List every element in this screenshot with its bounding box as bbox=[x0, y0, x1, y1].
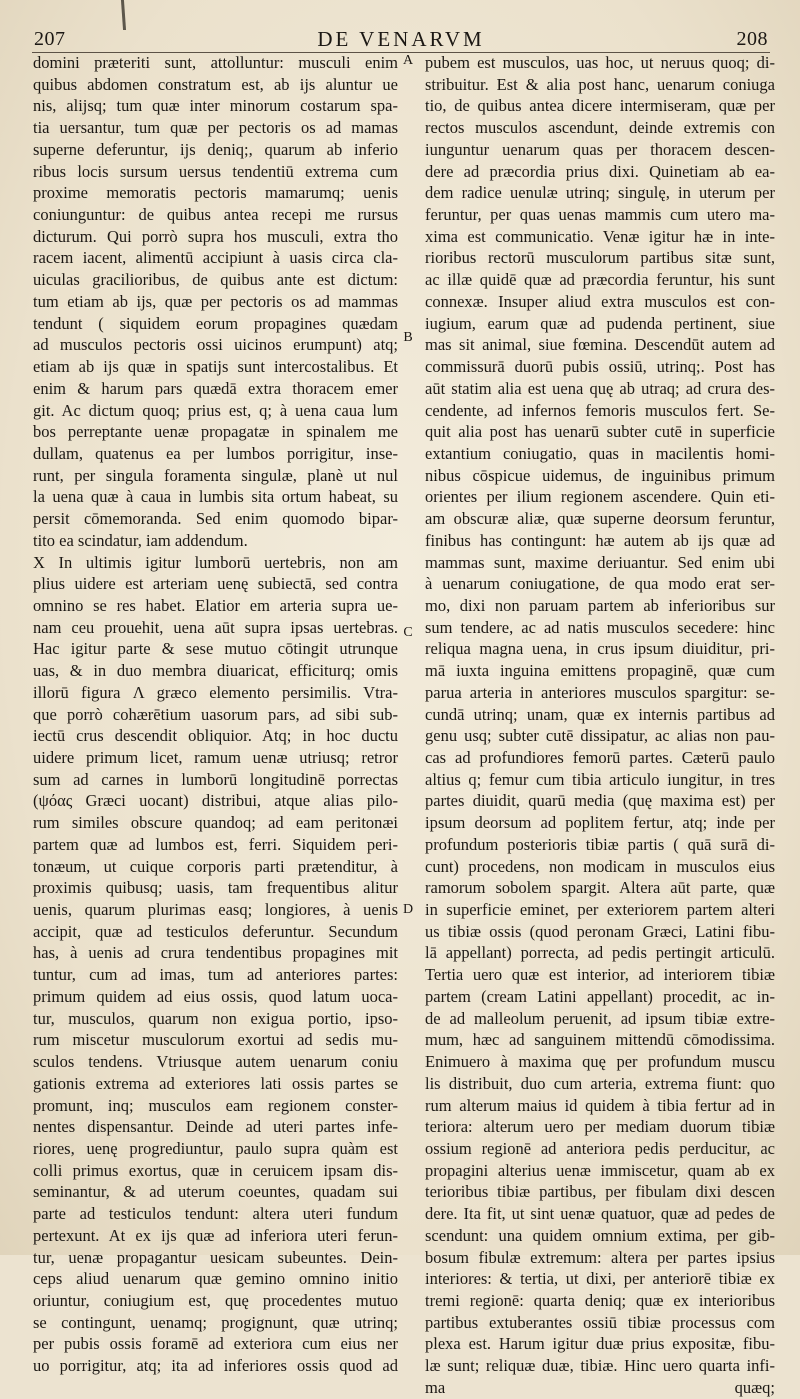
text-line: proxime memoratis pectoris mamarumq; uenis bbox=[33, 183, 398, 203]
text-line: git. Ac dictum quoq; prius est, q; à uena caua lum bbox=[33, 400, 398, 420]
text-line: quibus abdomen constratum est, ab ijs aluntur ue bbox=[33, 74, 398, 94]
text-line: oriuntur, coniugium est, quę procedentes mutuo bbox=[33, 1290, 398, 1310]
text-line: commissurā duorū pubis ossiū, utrinq;. Post has bbox=[425, 357, 775, 377]
text-line: à uenarum coniugatione, de qua modo erat ser- bbox=[425, 574, 775, 594]
text-line: persit cōmemoranda. Sed enim quomodo bipar- bbox=[33, 509, 398, 529]
text-line: iugium, earum quæ ad pudenda pertinent, siue bbox=[425, 313, 775, 333]
left-text-column bbox=[33, 52, 398, 1377]
text-line: nis, alijsq; tum quæ inter minorum costarum spa- bbox=[33, 96, 398, 116]
text-line: stribuitur. Est & alia post hanc, uenarum coniuga bbox=[425, 74, 775, 94]
text-line: dicturum. Qui porrò supra hos musculi, extra tho bbox=[33, 226, 398, 246]
margin-letter-d: D bbox=[402, 902, 414, 917]
text-line: profundum posterioris tibiæ partis ( quā surā di- bbox=[425, 834, 775, 854]
text-line: dere. Ita fit, ut sint uenæ quatuor, quæ ad pedes de bbox=[425, 1204, 775, 1224]
text-line: cendente, ad infernos femoris musculos fert. Se- bbox=[425, 400, 775, 420]
text-line: finibus has contingunt: hæ autem ab ijs quæ ad bbox=[425, 530, 775, 550]
text-line: plius uidere est arteriam uenę subiectā, sed contra bbox=[33, 574, 398, 594]
text-line: nam ceu prouehit, uena aūt supra ipsas uertebras. bbox=[33, 617, 398, 637]
page-number-left: 207 bbox=[34, 28, 66, 50]
text-line: cas ad profundiores femorū partes. Cæterū paulo bbox=[425, 748, 775, 767]
text-line: Enimuero à maxima quę per profundum muscu bbox=[425, 1052, 775, 1072]
text-line: ac illæ quidē quæ ad præcordia feruntur, his sunt bbox=[425, 270, 775, 290]
text-line: interiores: & tertia, ut dixi, per anteriorē tibiæ ex bbox=[425, 1269, 775, 1289]
text-line: dere ad præcordia prius dixi. Quinetiam ab ea- bbox=[425, 161, 775, 181]
text-line: tum etiam ab ijs, quæ per pectoris os ad mammas bbox=[33, 291, 398, 311]
text-line: læ sunt; reliquæ duæ, tibiæ. Hinc uero quarta infi- bbox=[425, 1356, 775, 1376]
text-line: mā iuxta inguina emittens propaginē, quæ cum bbox=[425, 661, 775, 681]
text-line: sum ad carnes in lumborū longitudinē porrectas bbox=[33, 769, 398, 789]
text-line: iunguntur uenarum quas per thoracem descen- bbox=[425, 139, 775, 159]
text-line: superne deferuntur, ijs deniq;, quarum ab inferio bbox=[33, 139, 398, 159]
text-line: rum similes obscure quandoq; ad eam peritonæi bbox=[33, 813, 398, 833]
text-line: dem radice uenulæ utrinq; singulę, in uterum per bbox=[425, 183, 775, 203]
text-line: pertexunt. At ex ijs quæ ad inferiora uteri ferun- bbox=[33, 1225, 398, 1245]
page-number-right: 208 bbox=[736, 28, 768, 50]
text-line: illorū figura Λ græco elemento persimilis. Vtra- bbox=[33, 682, 398, 702]
text-line: plexa est. Harum igitur duæ prius expositæ, fibu- bbox=[425, 1334, 775, 1354]
text-line: altius q; femur cum tibia articulo iungitur, in tres bbox=[425, 769, 775, 789]
text-line: tuntur, cum ad imas, tum ad anteriores partes: bbox=[33, 965, 398, 985]
text-line: tonæum, ut cuique corporis parti prætenditur, à bbox=[33, 856, 398, 876]
text-line: teriora: alterum uero per mediam duorum tibiæ bbox=[425, 1117, 775, 1137]
text-line: domini præteriti sunt, attolluntur: musculi enim bbox=[33, 53, 398, 72]
text-line: que porrò cohærētium uasorum pars, ad sibi sub- bbox=[33, 704, 398, 724]
text-line: cunt) procedens, non modicam in musculos eius bbox=[425, 856, 775, 876]
text-line: nibus cōspicue uidemus, de inguinibus primum bbox=[425, 465, 775, 485]
text-line: ma quæq; bbox=[425, 1377, 775, 1397]
text-line: propagini alterius uenæ immiscetur, quam ab ex bbox=[425, 1160, 775, 1180]
text-line: sum tendere, ac ad natis musculos secedere: hinc bbox=[425, 617, 775, 637]
text-line: Tertia uero quæ est interior, ad interiorem tibiæ bbox=[425, 965, 775, 985]
text-line: quit alia post has uenarū subter cutē in superficie bbox=[425, 422, 775, 442]
text-line: mo, dixi non paruam partem ab inferioribus sur bbox=[425, 595, 775, 615]
text-line: reliqua magna uena, in crus ipsum diuiditur, pri- bbox=[425, 639, 775, 659]
text-line: mum, hæc ad sanguinem mittendū cōmodissima. bbox=[425, 1030, 775, 1050]
text-line: partibus extuberantes ossiū tibiæ processus com bbox=[425, 1312, 775, 1332]
text-line: tremi regionē: quarta deniq; quæ ex interioribus bbox=[425, 1290, 775, 1310]
text-line: lā appellant) porrecta, ad pedis pertingit articulū. bbox=[425, 943, 775, 963]
running-header bbox=[32, 26, 770, 53]
text-line: ceps aliud uenarum quæ gemino omnino initio bbox=[33, 1269, 398, 1289]
text-line: seminantur, & ad uterum coeuntes, quadam sui bbox=[33, 1182, 398, 1202]
text-line: ipsum deorsum ad poplitem fertur, atq; inde per bbox=[425, 813, 775, 833]
text-line: uo porrigitur, atq; ita ad inferiores ossis quod ad bbox=[33, 1356, 398, 1376]
text-line: partem quæ ad lumbos est, ferri. Siquidem peri- bbox=[33, 834, 398, 854]
text-line: enim & harum pars quædā extra thoracem emer bbox=[33, 378, 398, 398]
text-line: Hac igitur parte & sese mutuo cōtingit utrunque bbox=[33, 639, 398, 659]
text-line: tia uersantur, tum quæ per pectoris os ad mamas bbox=[33, 118, 398, 138]
margin-letter-b: B bbox=[403, 330, 413, 345]
text-line: extantium coniugatio, quas in macilentis homi- bbox=[425, 443, 775, 463]
text-line: iectū crus descendit obliquior. Atq; in hoc ductu bbox=[33, 726, 398, 746]
text-line: lis distribuit, duo cum arteria, extrema fiunt: quo bbox=[425, 1073, 775, 1093]
text-line: ossium regionē ad anteriora pedis perducitur, ac bbox=[425, 1138, 775, 1158]
text-line: tur, musculos, quarum non exigua portio, ipso- bbox=[33, 1008, 398, 1028]
text-line: uenis, quarum plurimas easq; longiores, à uenis bbox=[33, 900, 398, 920]
text-line: la uena quæ à caua in lumbis sita ortum habeat, su bbox=[33, 487, 398, 507]
text-line: tur, uenæ propagantur uesicam subeuntes. Dein- bbox=[33, 1247, 398, 1267]
text-line: per pubis ossis foramē ad exteriora cum eius ner bbox=[33, 1334, 398, 1354]
text-line: primum quidem ad eius ossis, quod latum uoca- bbox=[33, 986, 398, 1006]
text-line: has, à uenis ad crura tendentibus propagines mit bbox=[33, 943, 398, 963]
text-line: nentes dispensantur. Deinde ad uteri partes infe- bbox=[33, 1117, 398, 1137]
text-line: ad musculos pectoris ossi uicinos erumpunt) atq; bbox=[33, 335, 398, 355]
text-line: rioribus rectorū musculorum partibus sitæ sunt, bbox=[425, 248, 775, 268]
text-line: in superficie eminet, per exteriorem partem alteri bbox=[425, 900, 775, 920]
text-line: terioribus tibiæ partibus, per fibulam dixi descen bbox=[425, 1182, 775, 1202]
text-line: accipit, quæ ad testiculos deferuntur. Secundum bbox=[33, 921, 398, 941]
text-line: colli primus exortus, quæ in ceruicem ipsam dis- bbox=[33, 1160, 398, 1180]
text-line: rum alterum maius id quidem à tibia fertur ad in bbox=[425, 1095, 775, 1115]
text-line: sculos tendens. Vtriusque autem uenarum coniu bbox=[33, 1052, 398, 1072]
text-line: uas, & in duo membra diuaricat, efficiturq; omis bbox=[33, 661, 398, 681]
text-line: genu usq; subter cutē dissipatur, ac alias non pau- bbox=[425, 726, 775, 746]
text-line: rectos musculos ascendunt, deinde extremis con bbox=[425, 118, 775, 138]
text-line: se contingunt, uenamq; progignunt, quæ utrinq; bbox=[33, 1312, 398, 1332]
text-line: parte ad testiculos tendunt: altera uteri fundum bbox=[33, 1204, 398, 1224]
running-title: DE VENARVM bbox=[317, 27, 485, 51]
text-line: orientes per ilium regionem ascendere. Quin eti- bbox=[425, 487, 775, 507]
text-line: racem iacent, alimentū accipiunt à uasis circa cla- bbox=[33, 248, 398, 268]
text-line: mas sit animal, siue fœmina. Descendūt autem ad bbox=[425, 335, 775, 355]
text-line: omnino se res habet. Elatior em arteria supra ue- bbox=[33, 595, 398, 615]
text-line: uiculas gracilioribus, de quibus ante est dictum: bbox=[33, 270, 398, 290]
text-line: uidere primum licet, ramum uenæ utriusq; retror bbox=[33, 748, 398, 767]
text-line: scendunt: una quidem omnium extima, per gib- bbox=[425, 1225, 775, 1245]
text-line: riores, uenę progrediuntur, paulo supra quàm est bbox=[33, 1138, 398, 1158]
text-line: X In ultimis igitur lumborū uertebris, non am bbox=[33, 552, 398, 572]
text-line: us tibiæ ossis (quod peronam Græci, Latini fibu- bbox=[425, 921, 775, 941]
text-line: proximis quibusq; uasis, tam frequentibus alitur bbox=[33, 878, 398, 898]
margin-letter-c: C bbox=[403, 625, 413, 640]
text-line: ramorum sobolem spargit. Altera aūt parte, quæ bbox=[425, 878, 775, 898]
text-line: dullam, quatenus ea per lumbos porrigitur, inse- bbox=[33, 443, 398, 463]
right-text-column bbox=[425, 52, 775, 1399]
margin-letter-a: A bbox=[402, 53, 414, 68]
text-line: promunt, inq; musculos eam regionem conster- bbox=[33, 1095, 398, 1115]
text-line: runt, per singula foramenta singulæ, planè ut nul bbox=[33, 465, 398, 485]
text-line: coniunguntur: de quibus antea recepi me rursus bbox=[33, 205, 398, 225]
text-line: (ψόας Græci uocant) distribui, atque alias pilo- bbox=[33, 791, 398, 811]
text-line: am obscuræ aliæ, quæ superne deorsum feruntur, bbox=[425, 509, 775, 529]
text-line: aūt statim alia est uena quę ab utraq; ad crura des- bbox=[425, 378, 775, 398]
text-line: feruntur, per quas uenas mammis cum utero ma- bbox=[425, 205, 775, 225]
text-line: tito ea scindatur, iam addendum. bbox=[33, 530, 248, 550]
text-line: bosum fibulæ extremum: altera per partes ipsius bbox=[425, 1247, 775, 1267]
text-line: connexæ. Insuper aliud extra musculos est con- bbox=[425, 291, 775, 311]
text-line: gationis extrema ad exteriores lati ossis partes se bbox=[33, 1073, 398, 1093]
text-line: pubem est musculos, uas hoc, ut neruus quoq; di- bbox=[425, 53, 775, 72]
text-line: xima est communicatio. Venæ igitur hæ in inte- bbox=[425, 226, 775, 246]
text-line: rum miscetur musculorum exortui ad sedis mu- bbox=[33, 1030, 398, 1050]
text-line: tendunt ( siquidem eorum propagines quædam bbox=[33, 313, 398, 333]
text-line: cundā utrinq; unam, quæ ex internis partibus ad bbox=[425, 704, 775, 724]
text-line: partes diuidit, quarū media (quę maxima est) per bbox=[425, 791, 775, 811]
text-line: tio, de quibus antea dicere intermiseram, quæ per bbox=[425, 96, 775, 116]
text-line: parua arteria in anteriores musculos spargitur: se- bbox=[425, 682, 775, 702]
text-line: etiam ab ijs quæ in spatijs sunt intercostalibus. Et bbox=[33, 357, 398, 377]
text-line: bos perreptante uenæ propagatæ in spinalem me bbox=[33, 422, 398, 442]
text-line: partem (cream Latini appellant) procedit, ac in- bbox=[425, 986, 775, 1006]
text-line: mammas sunt, maxime deriuantur. Sed enim ubi bbox=[425, 552, 775, 572]
text-line: de ad malleolum peruenit, ad ipsum tibiæ extre- bbox=[425, 1008, 775, 1028]
text-line: ribus locis sursum uersus tendentiū extrema cum bbox=[33, 161, 398, 181]
